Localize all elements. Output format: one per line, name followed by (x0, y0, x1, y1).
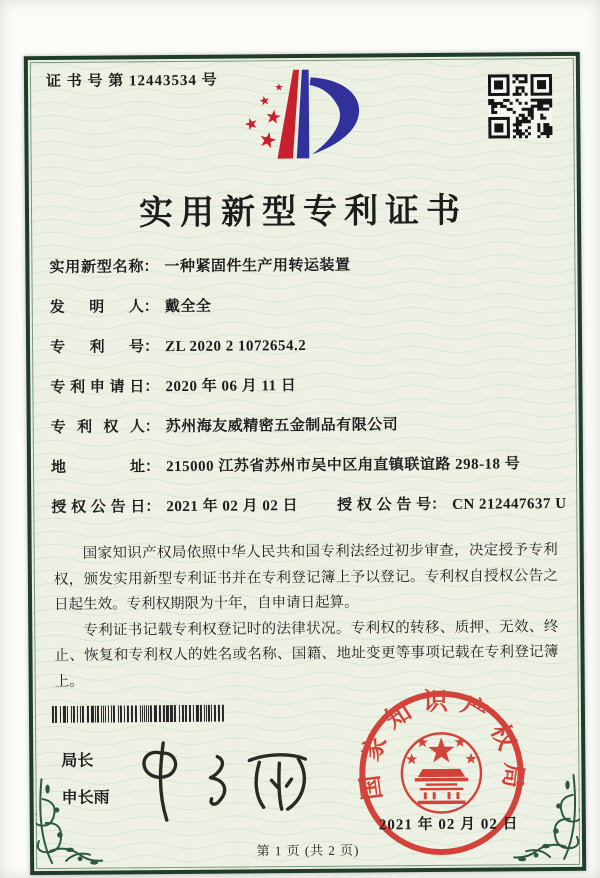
director-title: 局长 (61, 752, 94, 770)
field-row-filing-date (50, 374, 560, 399)
field-value: 戴全全 (164, 298, 212, 316)
field-row-grant (51, 494, 567, 519)
colon: ： (431, 496, 447, 514)
certificate-number: 证 书 号 第 12443534 号 (45, 72, 218, 91)
cnipa-logo (226, 61, 377, 168)
field-row-name (49, 254, 559, 279)
field-value: 2021 年 02 月 02 日 (166, 498, 299, 516)
field-value: 苏州海友威精密五金制品有限公司 (165, 417, 399, 436)
field-value: CN 212447637 U (452, 495, 567, 513)
colon: ： (144, 459, 161, 476)
field-value: 一种紧固件生产用转运装置 (164, 257, 351, 276)
field-label: 授权公告日 (51, 499, 146, 516)
colon: ： (144, 379, 160, 396)
field-row-inventor (50, 294, 560, 319)
logo-stars (243, 83, 283, 149)
seal-date: 2021 年 02 月 02 日 (378, 816, 519, 834)
field-value: 215000 江苏省苏州市吴中区甪直镇联谊路 298-18 号 (165, 456, 521, 476)
field-label: 实用新型名称 (49, 259, 144, 277)
legal-text (54, 538, 559, 695)
national-emblem (402, 733, 482, 813)
grant-date-group (51, 496, 333, 519)
field-row-address (51, 454, 561, 479)
certificate (24, 52, 586, 875)
field-row-patent-no (50, 334, 560, 359)
field-list (49, 254, 567, 538)
field-value: 2020 年 06 月 11 日 (165, 378, 297, 396)
field-label: 专利号 (50, 339, 145, 356)
director-signature (131, 736, 327, 826)
field-label: 专利申请日 (50, 379, 145, 396)
field-label: 专利权人 (50, 419, 145, 436)
field-value: ZL 2020 2 1072654.2 (165, 337, 307, 356)
barcode (51, 705, 227, 723)
seal-arc-text: 国家知识产权局 (355, 688, 528, 802)
colon: ： (143, 299, 159, 316)
page-footer: 第 1 页 (共 2 页) (256, 842, 360, 859)
director-name: 申长雨 (61, 789, 110, 807)
legal-paragraph-1: 国家知识产权局依照中华人民共和国专利法经过初步审查，决定授予专利权，颁发实用新型专利证书并在专利登记簿上予以登记。专利权自授权公告之日起生效。专利权期限为十年，自申请日起算。 (53, 542, 558, 613)
colon: ： (145, 499, 161, 516)
colon: ： (144, 419, 160, 436)
field-label: 地址 (50, 459, 146, 476)
director-block (61, 754, 109, 807)
official-seal (352, 683, 531, 862)
grant-no-group (333, 496, 566, 514)
colon: ： (144, 339, 160, 356)
colon: ： (143, 259, 159, 276)
certificate-title: 实用新型专利证书 (138, 192, 468, 233)
legal-paragraph-2: 专利证书记载专利权登记时的法律状况。专利权的转移、质押、无效、终止、恢复和专利权人的姓名或名称、国籍、地址变更等事项记载在专利登记簿上。 (54, 618, 559, 690)
qr-code (488, 74, 553, 139)
field-label: 授权公告号 (337, 497, 432, 514)
field-label: 发明人 (49, 299, 144, 316)
field-row-patentee (51, 414, 561, 439)
